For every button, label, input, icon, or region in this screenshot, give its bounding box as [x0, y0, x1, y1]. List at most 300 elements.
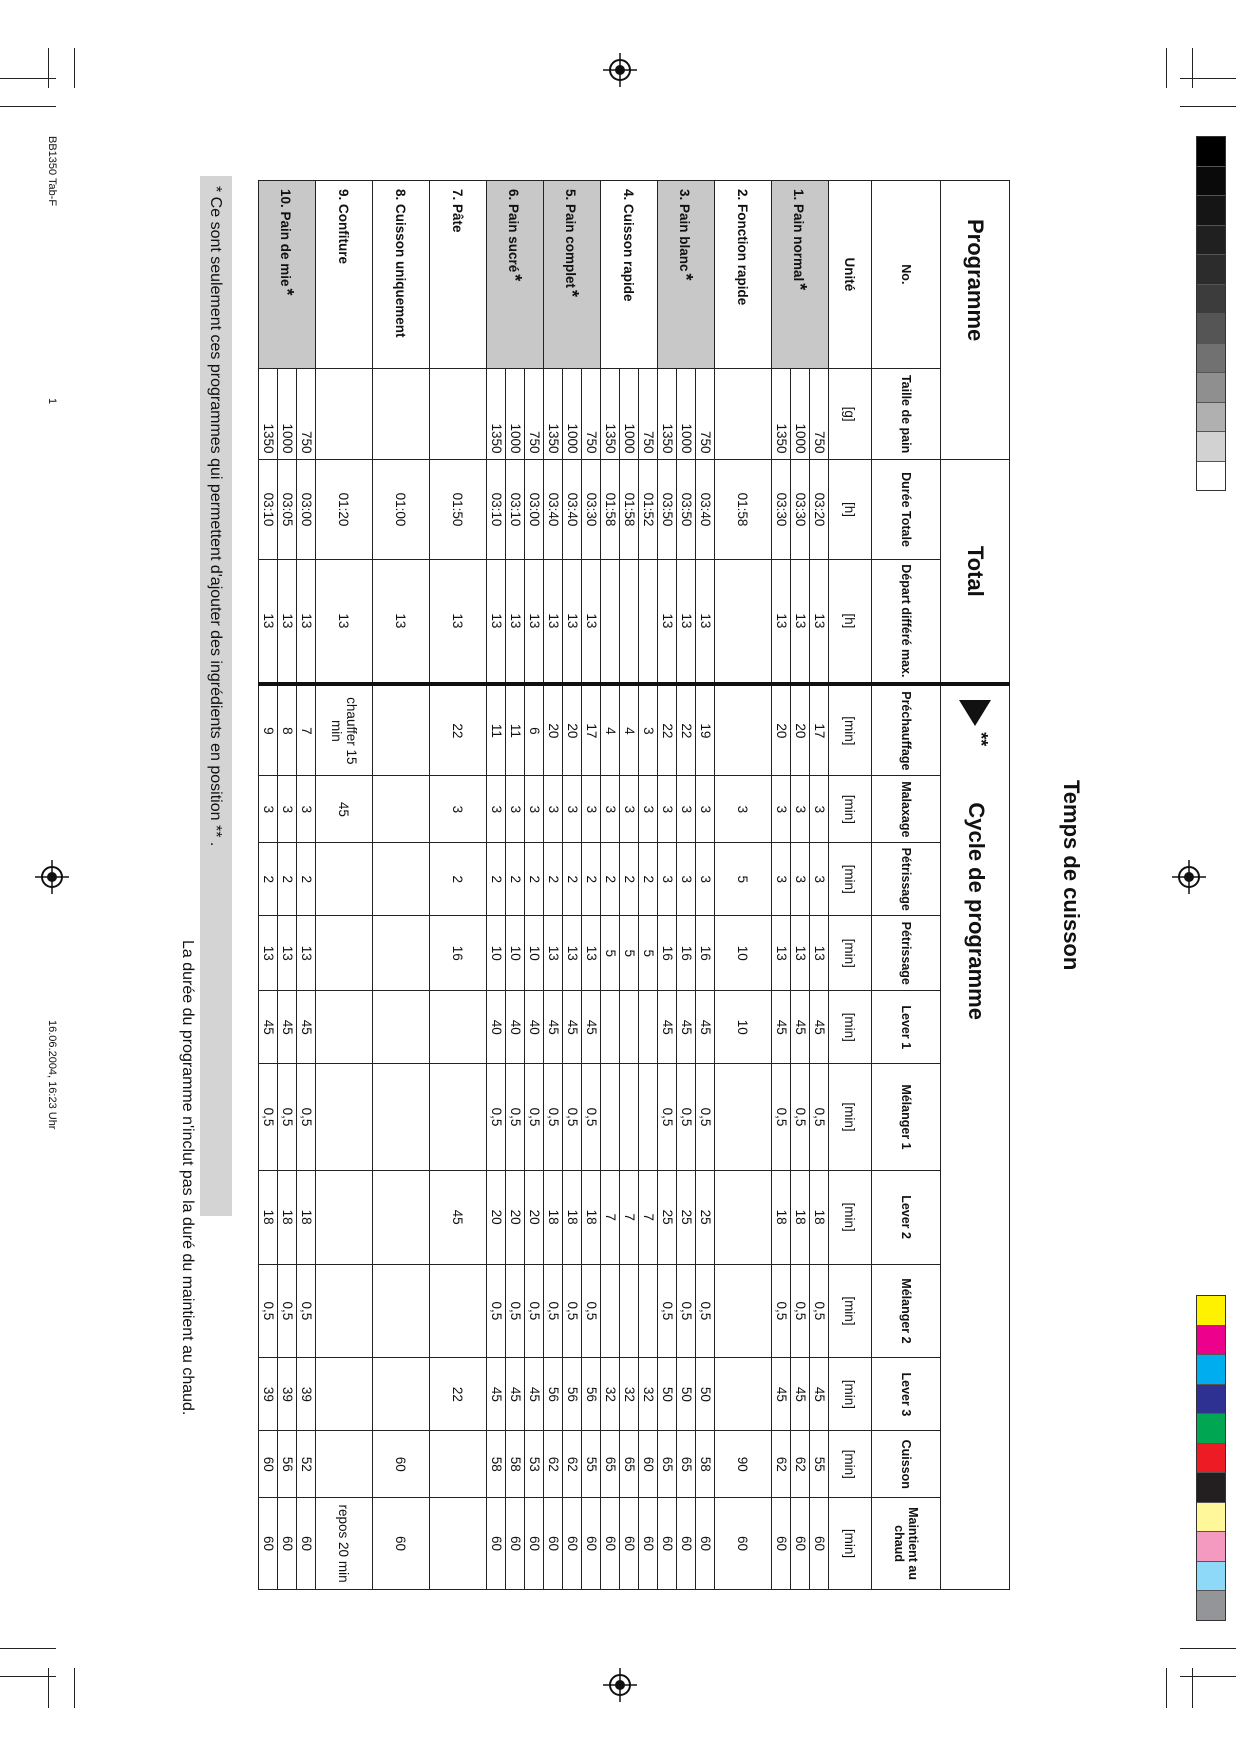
sub-value: 2 [296, 843, 315, 915]
value-cell [259, 559, 316, 684]
unit-cell: [min] [829, 1498, 872, 1590]
sub-value: 0,5 [489, 1301, 504, 1321]
value-cell [715, 1170, 772, 1264]
sub-value: 45 [277, 991, 296, 1063]
sub-value: 13 [277, 560, 296, 683]
sub-value: 01:58 [603, 492, 618, 527]
sub-value: 18 [774, 1209, 789, 1225]
sub-value: 25 [695, 1171, 714, 1264]
sub-value: 25 [660, 1209, 675, 1225]
ingredient-star-marker: * [562, 290, 583, 298]
ingredient-star-marker: * [676, 273, 697, 281]
sub-value: 1350 [546, 423, 561, 454]
programme-row [316, 181, 373, 1590]
value-cell: 13 [430, 559, 487, 684]
sub-value: 03:10 [505, 460, 524, 558]
value-cell [544, 1170, 601, 1264]
sub-value: 45 [546, 1019, 561, 1035]
sub-value: 0,5 [296, 1265, 315, 1358]
crop-mark [1166, 48, 1167, 88]
value-cell [316, 1264, 373, 1358]
value-cell [544, 559, 601, 684]
ingredient-star-marker: * [277, 288, 298, 296]
sub-value: 60 [774, 1536, 789, 1552]
value-cell [601, 684, 658, 776]
value-cell [544, 1358, 601, 1431]
value-cell [373, 916, 430, 991]
sub-value: 3 [790, 843, 809, 915]
sub-value: 45 [676, 991, 695, 1063]
sub-value: 32 [638, 1358, 657, 1430]
value-cell [544, 776, 601, 843]
value-cell [601, 460, 658, 559]
color-swatch [1197, 1591, 1225, 1620]
sub-value: 03:30 [581, 460, 600, 558]
sub-value: 56 [546, 1386, 561, 1402]
programme-name-text: 7. Pâte [450, 189, 466, 233]
sub-value: 60 [790, 1498, 809, 1589]
value-cell [430, 1498, 487, 1590]
column-header: Lever 2 [872, 1170, 941, 1264]
sub-value: 0,5 [505, 1064, 524, 1169]
value-cell [658, 1064, 715, 1170]
value-cell [772, 1358, 829, 1431]
value-cell [316, 1431, 373, 1498]
cycle-group-header [941, 684, 1010, 1589]
sub-value: 60 [524, 1498, 543, 1589]
programme-name-text: 1. Pain normal [791, 189, 807, 282]
sub-value: 60 [660, 1536, 675, 1552]
programme-name-text: 3. Pain blanc [677, 189, 693, 272]
sub-value: 4 [619, 686, 638, 775]
programme-row [544, 181, 601, 1590]
color-swatch [1197, 1473, 1225, 1503]
unit-cell: [min] [829, 684, 872, 776]
sub-value: 3 [505, 776, 524, 842]
sub-value [601, 991, 619, 1063]
programme-name [259, 181, 316, 369]
sub-value: 5 [619, 916, 638, 990]
value-cell [772, 843, 829, 916]
sub-value: 0,5 [524, 1064, 543, 1169]
programme-row [715, 181, 772, 1590]
sub-value: 0,5 [676, 1064, 695, 1169]
sub-value: 1000 [676, 369, 695, 460]
sub-value: 18 [581, 1171, 600, 1264]
programme-group-header: Programme [941, 181, 1010, 460]
sub-value [638, 1265, 657, 1358]
ingredient-note-text: * Ce sont seulement ces programmes qui permettent d'ajouter des ingrédients en position ** . [207, 186, 224, 847]
value-cell: 13 [316, 559, 373, 684]
sub-value: 5 [603, 949, 618, 957]
value-cell [259, 684, 316, 776]
sub-value: 45 [790, 991, 809, 1063]
unit-cell: [min] [829, 991, 872, 1064]
value-cell [544, 1431, 601, 1498]
sub-value: 40 [505, 991, 524, 1063]
crop-mark [1180, 1676, 1236, 1677]
sub-value: 17 [809, 686, 828, 775]
sub-value: 45 [505, 1358, 524, 1430]
color-swatch [1197, 1532, 1225, 1562]
value-cell [487, 1498, 544, 1590]
sub-value: 03:40 [546, 492, 561, 527]
value-cell [772, 991, 829, 1064]
sub-value: 2 [562, 843, 581, 915]
sub-value: 60 [619, 1498, 638, 1589]
value-cell [373, 368, 430, 460]
value-cell [658, 843, 715, 916]
value-cell [658, 1431, 715, 1498]
unit-cell: [min] [829, 1064, 872, 1170]
unit-cell: [g] [829, 368, 872, 460]
sub-value: 39 [277, 1358, 296, 1430]
value-cell: chauffer 15 min [316, 684, 373, 776]
programme-rows [259, 181, 829, 1590]
color-swatch [1197, 462, 1225, 491]
value-cell [658, 368, 715, 460]
sub-value: 55 [581, 1431, 600, 1497]
value-cell [316, 368, 373, 460]
crop-mark [1166, 1668, 1167, 1708]
value-cell [601, 1170, 658, 1264]
value-cell: 01:58 [715, 460, 772, 559]
value-cell [544, 1064, 601, 1170]
page-number: 1 [46, 398, 58, 405]
sub-value: 13 [562, 560, 581, 683]
value-cell [772, 1264, 829, 1358]
value-cell [601, 559, 658, 684]
value-cell: 22 [430, 684, 487, 776]
sub-value: 2 [603, 875, 618, 883]
value-cell [430, 991, 487, 1064]
sub-value: 0,5 [790, 1064, 809, 1169]
programme-name-text: 8. Cuisson uniquement [393, 189, 409, 338]
sub-value: 58 [505, 1431, 524, 1497]
programme-name-text: 6. Pain sucré [506, 189, 522, 273]
programme-row [772, 181, 829, 1590]
sub-value: 03:30 [790, 460, 809, 558]
value-cell: 60 [715, 1498, 772, 1590]
sub-value: 13 [505, 560, 524, 683]
programme-name [373, 181, 430, 369]
sub-value: 01:52 [638, 460, 657, 558]
sub-value: 0,5 [809, 1265, 828, 1358]
sub-value [619, 1064, 638, 1169]
sub-value: 0,5 [277, 1064, 296, 1169]
column-header: Mélanger 2 [872, 1264, 941, 1358]
value-cell [259, 1431, 316, 1498]
value-cell [487, 916, 544, 991]
value-cell [487, 1264, 544, 1358]
registration-mark-icon [35, 860, 69, 894]
column-header: Taille de pain [872, 368, 941, 460]
footer-note: La durée du programme n'inclut pas la duré du maintient au chaud. [179, 940, 196, 1416]
color-swatch [1197, 314, 1225, 344]
value-cell [316, 991, 373, 1064]
value-cell [544, 684, 601, 776]
crop-mark [1192, 48, 1193, 88]
sub-value: 750 [581, 369, 600, 460]
value-cell [715, 684, 772, 776]
value-cell [373, 843, 430, 916]
value-cell [487, 684, 544, 776]
value-cell [430, 1264, 487, 1358]
sub-value: 0,5 [524, 1265, 543, 1358]
sub-value: 13 [261, 945, 276, 961]
sub-value: 3 [296, 776, 315, 842]
sub-value: 0,5 [261, 1107, 276, 1127]
sub-value: 750 [524, 369, 543, 460]
sub-value: 18 [809, 1171, 828, 1264]
sub-value: 60 [261, 1536, 276, 1552]
sub-value: 18 [296, 1171, 315, 1264]
color-swatch [1197, 1296, 1225, 1326]
value-cell [601, 1064, 658, 1170]
value-cell [658, 559, 715, 684]
color-swatch [1197, 255, 1225, 285]
column-header: Durée Totale [872, 460, 941, 559]
value-cell [715, 1064, 772, 1170]
color-swatch [1197, 432, 1225, 462]
sub-value: 13 [562, 916, 581, 990]
value-cell [658, 460, 715, 559]
sub-value: 0,5 [489, 1107, 504, 1127]
value-cell: 01:50 [430, 460, 487, 559]
sub-value [638, 1064, 657, 1169]
sub-value: 50 [676, 1358, 695, 1430]
sub-value: 8 [277, 686, 296, 775]
sub-value: 56 [581, 1358, 600, 1430]
sub-value: 13 [676, 560, 695, 683]
value-cell [658, 1170, 715, 1264]
sub-value: 2 [581, 843, 600, 915]
sub-value: 10 [524, 916, 543, 990]
column-header: Lever 3 [872, 1358, 941, 1431]
sub-value: 1000 [790, 369, 809, 460]
sub-value [619, 991, 638, 1063]
sub-value: 58 [695, 1431, 714, 1497]
sub-value: 56 [562, 1358, 581, 1430]
value-cell: 01:00 [373, 460, 430, 559]
value-cell [772, 1170, 829, 1264]
sub-value [638, 560, 657, 683]
sub-value: 03:40 [562, 460, 581, 558]
sub-value: 1000 [562, 369, 581, 460]
crop-mark [0, 106, 56, 107]
value-cell: 01:20 [316, 460, 373, 559]
value-cell [772, 776, 829, 843]
value-cell [316, 843, 373, 916]
value-cell [658, 1498, 715, 1590]
programme-row [373, 181, 430, 1590]
sub-value: 1000 [619, 369, 638, 460]
sub-value: 45 [809, 1358, 828, 1430]
unit-cell: [min] [829, 916, 872, 991]
crop-mark [1180, 106, 1236, 107]
sub-value: 60 [546, 1536, 561, 1552]
sub-value: 60 [638, 1498, 657, 1589]
sub-value: 0,5 [695, 1265, 714, 1358]
value-cell [259, 916, 316, 991]
sub-value: 3 [261, 805, 276, 814]
sub-value: 7 [638, 1171, 657, 1264]
sub-value: 20 [505, 1171, 524, 1264]
sub-value: 16 [676, 916, 695, 990]
ingredient-note-box [200, 176, 232, 1216]
sub-value: 50 [695, 1358, 714, 1430]
color-swatch [1197, 403, 1225, 433]
column-header: No. [872, 181, 941, 369]
sub-value: 0,5 [676, 1265, 695, 1358]
sub-value: 18 [562, 1171, 581, 1264]
value-cell: 90 [715, 1431, 772, 1498]
sub-value: 03:00 [524, 460, 543, 558]
value-cell [487, 460, 544, 559]
sub-value: 03:00 [296, 460, 315, 558]
sub-value: 0,5 [562, 1064, 581, 1169]
sub-value: 0,5 [562, 1265, 581, 1358]
sub-value: 3 [489, 805, 504, 814]
sub-value: 0,5 [296, 1064, 315, 1169]
value-cell [772, 559, 829, 684]
value-cell [544, 368, 601, 460]
sub-value: 56 [277, 1431, 296, 1497]
sub-value: 2 [505, 843, 524, 915]
sub-value: 2 [638, 843, 657, 915]
value-cell [658, 991, 715, 1064]
registration-mark-icon [603, 1668, 637, 1702]
sub-value: 5 [638, 916, 657, 990]
crop-mark [74, 1668, 75, 1708]
programme-name [430, 181, 487, 369]
value-cell [373, 1064, 430, 1170]
sub-value: 45 [489, 1386, 504, 1402]
value-cell [259, 1498, 316, 1590]
value-cell [487, 991, 544, 1064]
sub-value: 10 [489, 945, 504, 961]
value-cell [430, 1431, 487, 1498]
unit-row [829, 181, 872, 1590]
sub-value: 20 [524, 1171, 543, 1264]
sub-value: 13 [546, 945, 561, 961]
sub-value: 6 [524, 686, 543, 775]
value-cell: 60 [373, 1498, 430, 1590]
sub-value: 60 [695, 1498, 714, 1589]
total-group-header: Total [941, 460, 1010, 684]
sub-value: 32 [619, 1358, 638, 1430]
sub-value: 45 [660, 1019, 675, 1035]
crop-mark [1192, 1668, 1193, 1708]
sub-value: 18 [261, 1209, 276, 1225]
sub-value: 0,5 [505, 1265, 524, 1358]
value-cell: 60 [373, 1431, 430, 1498]
value-cell [658, 1264, 715, 1358]
color-swatch [1197, 1562, 1225, 1592]
programme-row [487, 181, 544, 1590]
sub-value: 18 [546, 1209, 561, 1225]
sub-value: 45 [809, 991, 828, 1063]
sub-value: 55 [809, 1431, 828, 1497]
value-cell [259, 368, 316, 460]
sub-value: 0,5 [581, 1064, 600, 1169]
sub-value [619, 560, 638, 683]
value-cell [772, 684, 829, 776]
sub-value: 0,5 [660, 1107, 675, 1127]
sub-value: 750 [638, 369, 657, 460]
programme-name-text: 5. Pain complet [563, 189, 579, 289]
process-color-bar [1196, 1295, 1226, 1621]
color-swatch [1197, 1385, 1225, 1415]
sub-value: 3 [790, 776, 809, 842]
sub-value: 3 [603, 805, 618, 814]
sub-value: 7 [296, 686, 315, 775]
value-cell [601, 776, 658, 843]
sub-value: 3 [809, 843, 828, 915]
sub-value: 3 [676, 776, 695, 842]
value-cell [259, 776, 316, 843]
grayscale-color-bar [1196, 136, 1226, 491]
sub-value: 32 [603, 1386, 618, 1402]
sub-value: 11 [505, 686, 524, 775]
value-cell [658, 684, 715, 776]
color-swatch [1197, 1355, 1225, 1385]
sub-value: 39 [261, 1386, 276, 1402]
sub-value: 03:10 [261, 492, 276, 527]
programme-name-text: 2. Fonction rapide [735, 189, 751, 306]
sub-value: 18 [277, 1171, 296, 1264]
sub-value: 0,5 [261, 1301, 276, 1321]
programme-row [658, 181, 715, 1590]
sub-value: 45 [774, 1019, 789, 1035]
sub-value [601, 1064, 619, 1169]
value-cell [715, 368, 772, 460]
sub-value: 60 [676, 1498, 695, 1589]
sub-value: 03:30 [774, 492, 789, 527]
sub-value: 3 [676, 843, 695, 915]
sub-value: 13 [581, 560, 600, 683]
sub-value: 3 [774, 805, 789, 814]
value-cell [259, 1170, 316, 1264]
crop-mark [48, 48, 49, 88]
cooking-times-sheet [179, 180, 1084, 1590]
sub-value: 60 [581, 1498, 600, 1589]
sub-value: 16 [695, 916, 714, 990]
value-cell: 5 [715, 843, 772, 916]
color-swatch [1197, 167, 1225, 197]
programme-name [487, 181, 544, 369]
sub-value: 13 [277, 916, 296, 990]
sub-value: 03:40 [695, 460, 714, 558]
color-swatch [1197, 196, 1225, 226]
sub-value [601, 560, 619, 683]
value-cell [316, 1170, 373, 1264]
color-swatch [1197, 1326, 1225, 1356]
sub-value: 2 [524, 843, 543, 915]
crop-mark [48, 1668, 49, 1708]
color-swatch [1197, 1503, 1225, 1533]
sub-value: 3 [277, 776, 296, 842]
value-cell [544, 916, 601, 991]
value-cell [772, 1431, 829, 1498]
column-header: Préchauffage [872, 684, 941, 776]
sub-value: 45 [296, 991, 315, 1063]
programme-row [259, 181, 316, 1590]
color-swatch [1197, 226, 1225, 256]
unit-cell: [min] [829, 1264, 872, 1358]
sub-value: 60 [489, 1536, 504, 1552]
cycle-group-title: Cycle de programme [964, 802, 990, 1020]
